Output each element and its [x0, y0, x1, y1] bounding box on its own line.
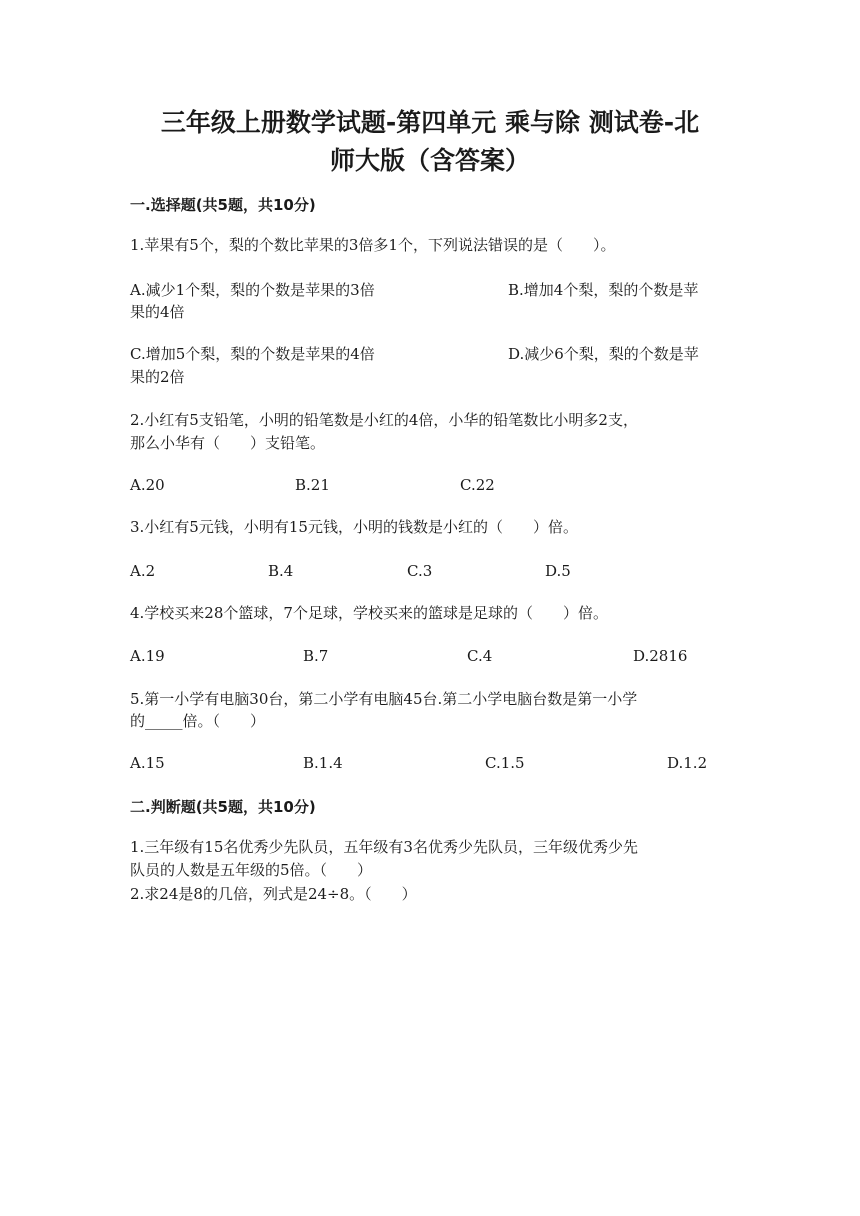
q2-option-b: B.21: [295, 476, 330, 494]
q4-option-b: B.7: [303, 647, 329, 665]
question-4-stem: 4.学校买来28个篮球，7个足球，学校买来的篮球是足球的（ ）倍。: [130, 604, 608, 622]
title-line-1: 三年级上册数学试题-第四单元 乘与除 测试卷-北: [160, 108, 700, 137]
q5-option-a: A.15: [130, 754, 165, 772]
title-line-2: 师大版（含答案）: [329, 146, 530, 175]
q2-option-c: C.22: [460, 476, 495, 494]
q5-option-b: B.1.4: [303, 754, 343, 772]
question-2-stem-cont: 那么小华有（ ）支铅笔。: [130, 434, 326, 452]
question-5-stem-cont: 的_____倍。（ ）: [130, 712, 266, 730]
q1-option-b: B.增加4个梨，梨的个数是苹: [508, 281, 699, 299]
question-5-stem: 5.第一小学有电脑30台，第二小学有电脑45台.第二小学电脑台数是第一小学: [130, 690, 638, 708]
q4-option-d: D.2816: [633, 647, 688, 665]
q3-option-a: A.2: [130, 562, 156, 580]
section-heading-choice: 一.选择题(共5题，共10分): [130, 196, 316, 214]
question-1-stem: 1.苹果有5个，梨的个数比苹果的3倍多1个，下列说法错误的是（ ）。: [130, 236, 616, 254]
q1-option-c: C.增加5个梨，梨的个数是苹果的4倍: [130, 345, 375, 363]
q1-option-a: A.减少1个梨，梨的个数是苹果的3倍: [130, 281, 375, 299]
judge-question-1-cont: 队员的人数是五年级的5倍。（ ）: [130, 861, 373, 879]
q3-option-c: C.3: [407, 562, 433, 580]
question-3-stem: 3.小红有5元钱，小明有15元钱，小明的钱数是小红的（ ）倍。: [130, 518, 578, 536]
judge-question-1: 1.三年级有15名优秀少先队员，五年级有3名优秀少先队员，三年级优秀少先: [130, 838, 638, 856]
q4-option-a: A.19: [130, 647, 165, 665]
q4-option-c: C.4: [467, 647, 493, 665]
q3-option-b: B.4: [268, 562, 294, 580]
q1-option-b-cont: 果的4倍: [130, 303, 185, 321]
section-heading-judge: 二.判断题(共5题，共10分): [130, 798, 316, 816]
q5-option-d: D.1.2: [667, 754, 708, 772]
q3-option-d: D.5: [545, 562, 571, 580]
q1-option-d-cont: 果的2倍: [130, 368, 185, 386]
judge-question-2: 2.求24是8的几倍，列式是24÷8。（ ）: [130, 885, 417, 903]
page-title: [130, 104, 730, 180]
question-2-stem: 2.小红有5支铅笔，小明的铅笔数是小红的4倍，小华的铅笔数比小明多2支，: [130, 411, 638, 429]
q5-option-c: C.1.5: [485, 754, 525, 772]
q2-option-a: A.20: [130, 476, 165, 494]
q1-option-d: D.减少6个梨，梨的个数是苹: [508, 345, 699, 363]
